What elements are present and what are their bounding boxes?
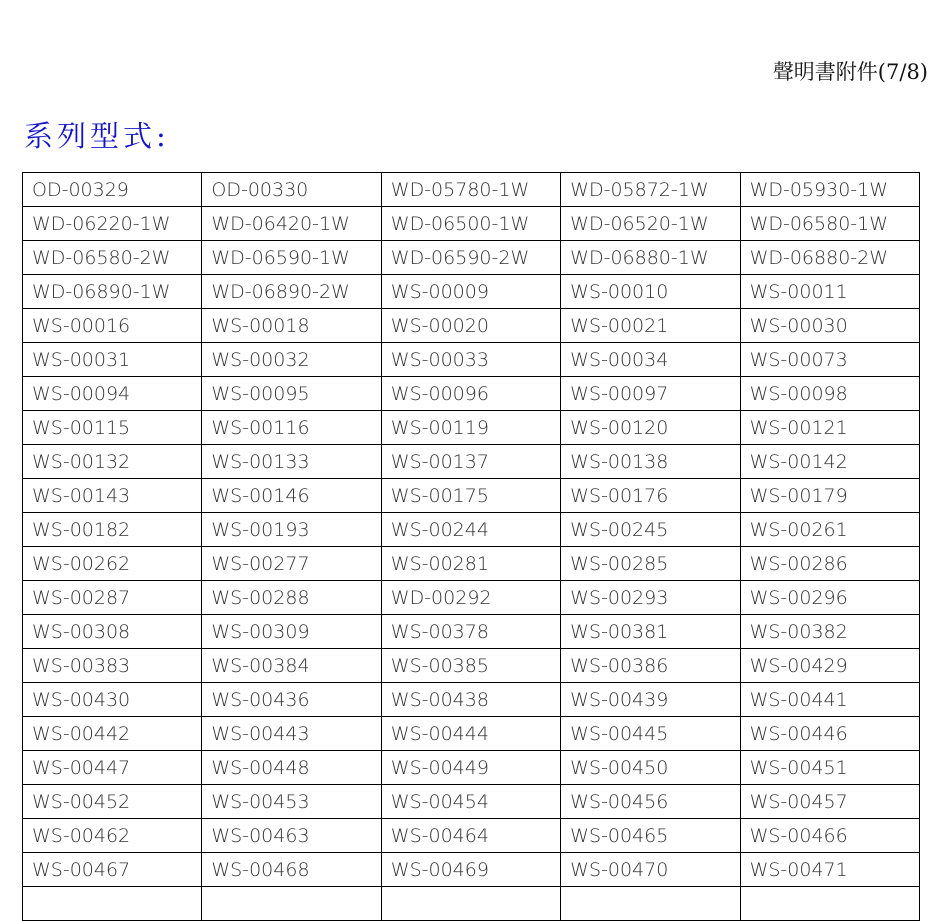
model-cell: WS-00244 [381, 513, 560, 547]
table-row [23, 717, 920, 751]
model-cell: WS-00438 [381, 683, 560, 717]
model-cell: WD-05930-1W [740, 173, 919, 207]
model-cell: WS-00281 [381, 547, 560, 581]
table-row [23, 853, 920, 887]
model-cell: WS-00429 [740, 649, 919, 683]
model-cell: WS-00468 [202, 853, 381, 887]
model-cell: WD-06580-1W [740, 207, 919, 241]
model-cell: WS-00262 [23, 547, 202, 581]
model-cell: OD-00329 [23, 173, 202, 207]
model-cell: WS-00378 [381, 615, 560, 649]
model-cell: WS-00137 [381, 445, 560, 479]
model-cell: WS-00444 [381, 717, 560, 751]
model-cell: WS-00385 [381, 649, 560, 683]
model-cell: WD-06220-1W [23, 207, 202, 241]
model-cell: WD-06880-1W [561, 241, 740, 275]
model-cell: WS-00454 [381, 785, 560, 819]
model-cell: WS-00138 [561, 445, 740, 479]
model-cell: WS-00286 [740, 547, 919, 581]
model-cell: WD-06580-2W [23, 241, 202, 275]
model-cell: WD-06590-1W [202, 241, 381, 275]
model-cell: WS-00096 [381, 377, 560, 411]
model-cell: WS-00450 [561, 751, 740, 785]
model-cell: WS-00182 [23, 513, 202, 547]
model-cell: WS-00465 [561, 819, 740, 853]
model-cell: WS-00094 [23, 377, 202, 411]
table-row [23, 751, 920, 785]
model-cell: WS-00466 [740, 819, 919, 853]
model-cell: WD-06590-2W [381, 241, 560, 275]
model-cell: WS-00442 [23, 717, 202, 751]
model-cell: WS-00441 [740, 683, 919, 717]
table-row [23, 683, 920, 717]
table-row [23, 513, 920, 547]
model-cell: WS-00020 [381, 309, 560, 343]
model-cell: WD-06520-1W [561, 207, 740, 241]
model-table-body [23, 173, 920, 921]
table-row [23, 377, 920, 411]
model-cell: WS-00010 [561, 275, 740, 309]
model-cell: WS-00287 [23, 581, 202, 615]
model-cell: WD-06500-1W [381, 207, 560, 241]
model-cell [561, 887, 740, 921]
model-cell: WS-00288 [202, 581, 381, 615]
model-cell: WS-00381 [561, 615, 740, 649]
model-cell: WS-00133 [202, 445, 381, 479]
model-cell: WS-00470 [561, 853, 740, 887]
table-row [23, 887, 920, 921]
table-row [23, 275, 920, 309]
table-row [23, 819, 920, 853]
table-row [23, 207, 920, 241]
model-cell: WD-06420-1W [202, 207, 381, 241]
model-cell: WS-00464 [381, 819, 560, 853]
model-cell: WS-00383 [23, 649, 202, 683]
table-row [23, 581, 920, 615]
model-cell: WS-00463 [202, 819, 381, 853]
model-cell: WD-06880-2W [740, 241, 919, 275]
model-cell [381, 887, 560, 921]
table-row [23, 445, 920, 479]
model-cell: WD-05780-1W [381, 173, 560, 207]
model-cell: WS-00146 [202, 479, 381, 513]
model-cell: WS-00293 [561, 581, 740, 615]
model-cell: WS-00439 [561, 683, 740, 717]
model-cell: WS-00452 [23, 785, 202, 819]
model-cell: WS-00451 [740, 751, 919, 785]
model-cell: WS-00030 [740, 309, 919, 343]
table-row [23, 615, 920, 649]
model-cell: WD-00292 [381, 581, 560, 615]
model-cell: WS-00009 [381, 275, 560, 309]
model-cell: WS-00430 [23, 683, 202, 717]
table-row [23, 173, 920, 207]
model-cell: WS-00193 [202, 513, 381, 547]
model-cell: WS-00462 [23, 819, 202, 853]
model-cell: WS-00021 [561, 309, 740, 343]
model-cell: WD-05872-1W [561, 173, 740, 207]
model-cell: WS-00121 [740, 411, 919, 445]
model-cell: WS-00073 [740, 343, 919, 377]
model-cell: WS-00285 [561, 547, 740, 581]
model-cell: WS-00176 [561, 479, 740, 513]
model-cell: WS-00018 [202, 309, 381, 343]
model-cell: WS-00296 [740, 581, 919, 615]
model-cell: WS-00120 [561, 411, 740, 445]
model-cell: WS-00384 [202, 649, 381, 683]
model-cell: WS-00445 [561, 717, 740, 751]
model-cell: WS-00011 [740, 275, 919, 309]
model-cell [740, 887, 919, 921]
model-cell: OD-00330 [202, 173, 381, 207]
model-cell: WS-00245 [561, 513, 740, 547]
model-cell: WS-00179 [740, 479, 919, 513]
table-row [23, 649, 920, 683]
model-cell: WS-00142 [740, 445, 919, 479]
section-title: 系列型式: [24, 119, 170, 153]
model-cell: WS-00453 [202, 785, 381, 819]
model-cell: WS-00032 [202, 343, 381, 377]
model-cell: WS-00116 [202, 411, 381, 445]
table-row [23, 785, 920, 819]
model-cell: WS-00175 [381, 479, 560, 513]
model-cell: WS-00097 [561, 377, 740, 411]
model-cell: WS-00467 [23, 853, 202, 887]
model-cell: WS-00456 [561, 785, 740, 819]
model-cell: WS-00277 [202, 547, 381, 581]
model-cell: WS-00449 [381, 751, 560, 785]
model-cell: WS-00132 [23, 445, 202, 479]
model-cell: WS-00016 [23, 309, 202, 343]
table-row [23, 241, 920, 275]
table-row [23, 309, 920, 343]
model-cell: WS-00261 [740, 513, 919, 547]
model-cell: WS-00448 [202, 751, 381, 785]
model-cell: WS-00469 [381, 853, 560, 887]
table-row [23, 547, 920, 581]
model-cell: WS-00119 [381, 411, 560, 445]
model-cell: WD-06890-1W [23, 275, 202, 309]
model-cell: WS-00457 [740, 785, 919, 819]
model-cell: WS-00309 [202, 615, 381, 649]
model-cell: WS-00471 [740, 853, 919, 887]
page-number-label: 聲明書附件(7/8) [772, 60, 928, 84]
table-row [23, 343, 920, 377]
model-cell: WS-00446 [740, 717, 919, 751]
model-cell: WS-00386 [561, 649, 740, 683]
model-cell: WS-00031 [23, 343, 202, 377]
model-cell: WS-00382 [740, 615, 919, 649]
model-cell: WS-00447 [23, 751, 202, 785]
model-cell: WS-00436 [202, 683, 381, 717]
model-cell: WS-00115 [23, 411, 202, 445]
table-row [23, 479, 920, 513]
model-cell [202, 887, 381, 921]
model-cell: WS-00443 [202, 717, 381, 751]
model-cell: WS-00143 [23, 479, 202, 513]
model-cell: WS-00033 [381, 343, 560, 377]
model-cell: WD-06890-2W [202, 275, 381, 309]
model-cell: WS-00095 [202, 377, 381, 411]
model-cell [23, 887, 202, 921]
table-row [23, 411, 920, 445]
model-cell: WS-00034 [561, 343, 740, 377]
model-cell: WS-00098 [740, 377, 919, 411]
model-table [22, 172, 920, 921]
model-cell: WS-00308 [23, 615, 202, 649]
